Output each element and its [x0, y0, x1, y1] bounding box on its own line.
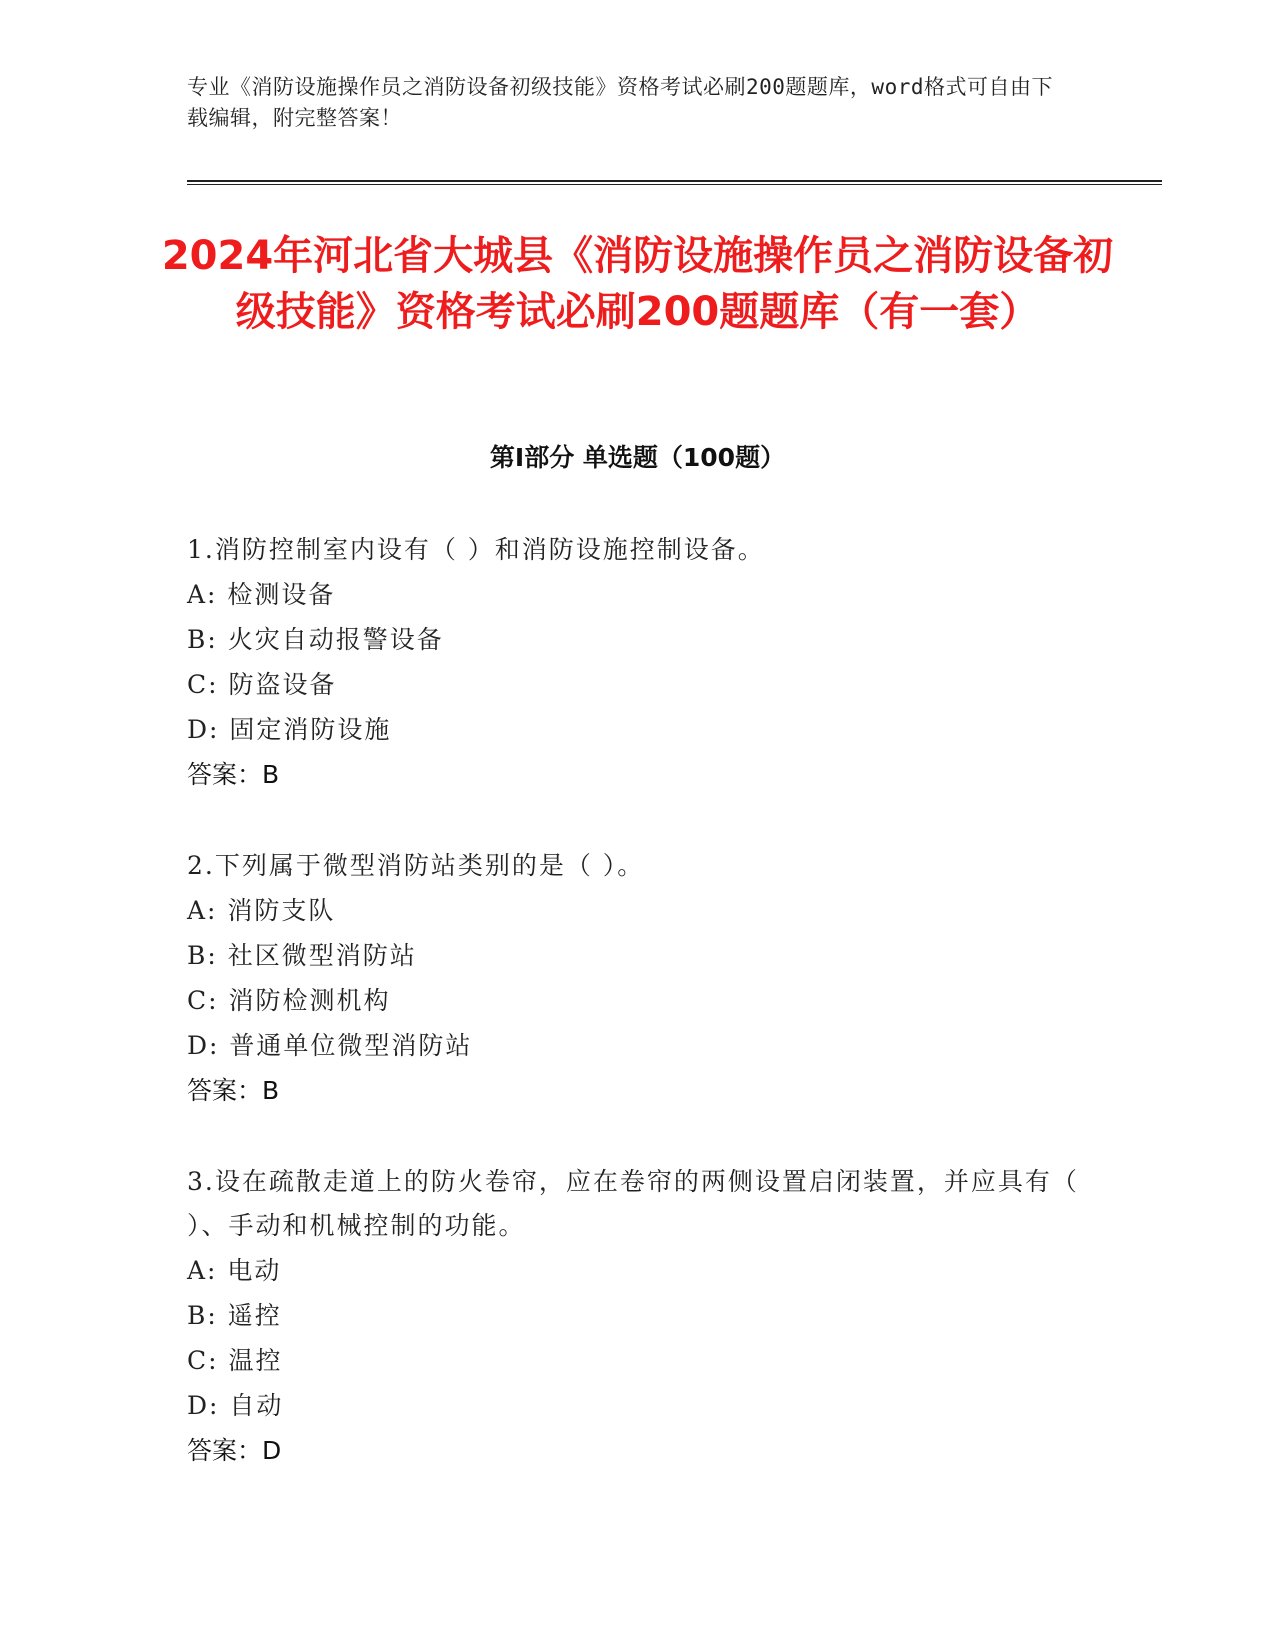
header-divider-thin [187, 184, 1162, 185]
answer-line: 答案：B [187, 1076, 280, 1105]
section-title: 第Ⅰ部分 单选题（100题） [489, 443, 786, 472]
question-item [187, 844, 1087, 1114]
option-a: A: 电动 [187, 1256, 282, 1285]
option-d: D: 自动 [187, 1391, 284, 1420]
option-c: C: 防盗设备 [187, 670, 337, 699]
option-b: B: 火灾自动报警设备 [187, 625, 444, 654]
option-a: A: 检测设备 [187, 580, 336, 609]
question-stem: 3.设在疏散走道上的防火卷帘，应在卷帘的两侧设置启闭装置，并应具有（ ）、手动和机械控制的功能。 [187, 1167, 1079, 1240]
question-item [187, 528, 1087, 798]
option-a: A: 消防支队 [187, 896, 336, 925]
option-d: D: 普通单位微型消防站 [187, 1031, 473, 1060]
question-item [187, 1160, 1087, 1474]
header-note: 专业《消防设施操作员之消防设备初级技能》资格考试必刷200题题库，word格式可自由下载编辑，附完整答案！ [187, 75, 1053, 130]
option-c: C: 消防检测机构 [187, 986, 391, 1015]
answer-line: 答案：B [187, 760, 280, 789]
question-stem: 1.消防控制室内设有（ ）和消防设施控制设备。 [187, 535, 765, 564]
option-b: B: 遥控 [187, 1301, 282, 1330]
answer-line: 答案：D [187, 1436, 282, 1465]
header-divider [187, 180, 1162, 182]
document-title: 2024年河北省大城县《消防设施操作员之消防设备初级技能》资格考试必刷200题题库（有一套） [161, 233, 1114, 335]
option-d: D: 固定消防设施 [187, 715, 392, 744]
question-stem: 2.下列属于微型消防站类别的是（ ）。 [187, 851, 645, 880]
option-b: B: 社区微型消防站 [187, 941, 417, 970]
option-c: C: 温控 [187, 1346, 283, 1375]
question-list [187, 528, 1087, 1520]
